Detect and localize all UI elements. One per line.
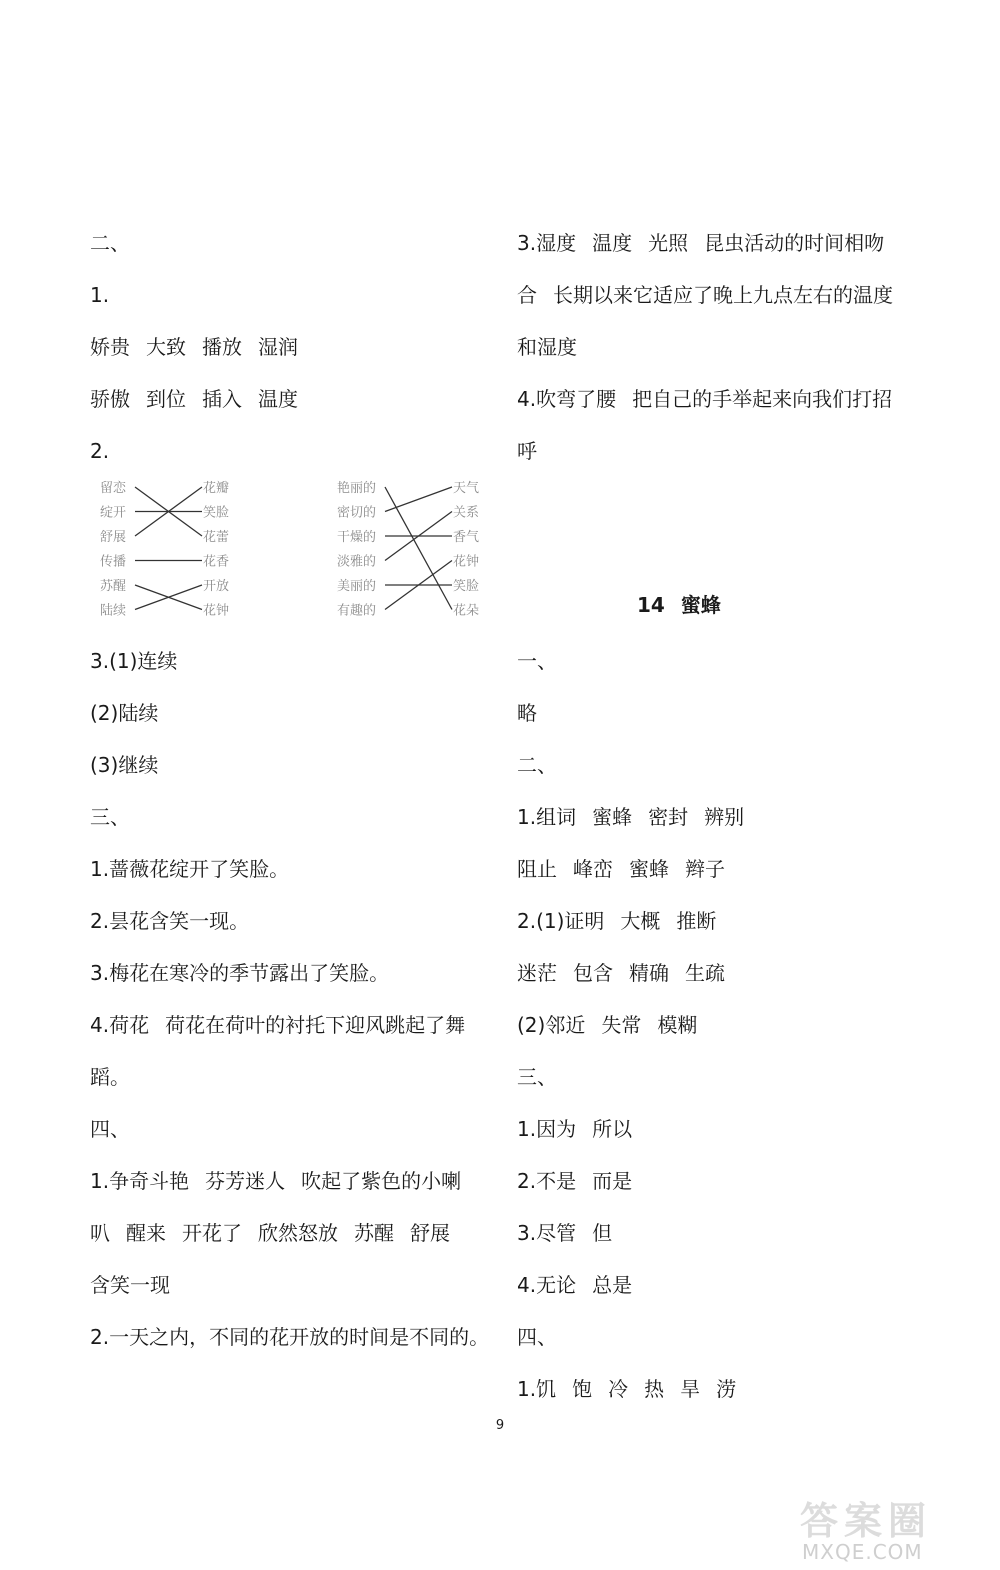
text-segment: 14	[637, 593, 665, 617]
match-right-word: 开放	[203, 579, 230, 594]
text-segment: 而是	[592, 1169, 633, 1193]
text-segment: 四、	[90, 1117, 130, 1141]
text-segment: 蜜蜂	[629, 857, 669, 881]
text-segment: 3.尽管	[517, 1221, 577, 1245]
text-segment: (3)继续	[90, 753, 159, 777]
watermark-logo	[800, 1490, 990, 1568]
text-segment: 和湿度	[517, 335, 577, 359]
left-line	[90, 648, 177, 674]
text-segment: 2.(1)证明	[517, 909, 605, 933]
text-segment: 1.	[90, 283, 110, 307]
left-line	[90, 1116, 130, 1142]
text-segment: 热	[644, 1377, 665, 1401]
left-line	[90, 334, 298, 360]
text-segment: 蹈。	[90, 1065, 130, 1089]
text-segment: 4.吹弯了腰	[517, 387, 617, 411]
text-segment: 失常	[601, 1013, 642, 1037]
left-line	[90, 908, 249, 934]
text-segment: 2.不是	[517, 1169, 577, 1193]
right-line	[517, 804, 744, 830]
text-segment: 涝	[716, 1377, 737, 1401]
right-line	[517, 856, 725, 882]
match-left-word: 绽开	[100, 505, 127, 521]
text-segment: 把自己的手举起来向我们打招	[632, 387, 893, 411]
text-segment: 生疏	[685, 961, 725, 985]
text-segment: 3.梅花在寒冷的季节露出了笑脸。	[90, 961, 390, 985]
left-line	[90, 752, 158, 778]
right-line	[517, 1064, 557, 1090]
text-segment: 开花了	[182, 1221, 242, 1245]
text-segment: 冷	[608, 1377, 629, 1401]
left-line	[90, 1168, 461, 1194]
page-number: 9	[495, 1418, 505, 1433]
text-segment: 舒展	[410, 1221, 450, 1245]
left-line	[90, 1012, 465, 1038]
text-segment: 三、	[517, 1065, 557, 1089]
right-line	[637, 592, 721, 618]
match-left-word: 有趣的	[337, 603, 377, 619]
text-segment: 3.湿度	[517, 231, 577, 255]
match-left-word: 密切的	[337, 505, 377, 521]
text-segment: 荷花在荷叶的衬托下迎风跳起了舞	[165, 1013, 466, 1037]
match-right-word: 香气	[453, 530, 480, 545]
match-right-word: 花瓣	[203, 481, 230, 496]
match-right-word: 花朵	[453, 603, 480, 619]
text-segment: 呼	[517, 439, 537, 463]
text-segment: 2.	[90, 439, 110, 463]
text-segment: 1.蔷薇花绽开了笑脸。	[90, 857, 290, 881]
text-segment: 合	[517, 283, 537, 307]
text-segment: 播放	[202, 335, 242, 359]
right-line	[517, 1324, 557, 1350]
match-right-word: 花香	[203, 554, 230, 570]
text-segment: 插入	[202, 387, 242, 411]
match-left-word: 干燥的	[337, 530, 377, 545]
text-segment: 1.争奇斗艳	[90, 1169, 190, 1193]
text-segment: 3.(1)连续	[90, 649, 178, 673]
text-segment: 1.因为	[517, 1117, 577, 1141]
text-segment: 阻止	[517, 857, 557, 881]
text-segment: 蜜蜂	[592, 805, 633, 829]
right-line	[517, 752, 557, 778]
right-line	[517, 1272, 632, 1298]
text-segment: 4.无论	[517, 1273, 577, 1297]
right-line	[517, 700, 537, 726]
match-left-word: 艳丽的	[337, 481, 377, 496]
matching-exercise-figure	[95, 470, 495, 625]
right-line	[517, 230, 884, 256]
left-line	[90, 1272, 170, 1298]
text-segment: 峰峦	[573, 857, 613, 881]
left-line	[90, 700, 158, 726]
match-right-word: 关系	[453, 505, 480, 521]
text-segment: 所以	[592, 1117, 633, 1141]
text-segment: 模糊	[657, 1013, 698, 1037]
right-line	[517, 960, 725, 986]
match-right-word: 花蕾	[203, 530, 230, 545]
left-line	[90, 804, 130, 830]
text-segment: (2)邻近	[517, 1013, 586, 1037]
text-segment: 苏醒	[354, 1221, 394, 1245]
text-segment: 娇贵	[90, 335, 130, 359]
text-segment: 4.荷花	[90, 1013, 150, 1037]
left-line	[90, 386, 298, 412]
text-segment: 总是	[592, 1273, 633, 1297]
text-segment: 叭	[90, 1221, 110, 1245]
text-segment: 大概	[620, 909, 661, 933]
text-segment: 辨别	[704, 805, 745, 829]
match-left-word: 陆续	[100, 603, 127, 619]
text-segment: 欣然怒放	[258, 1221, 338, 1245]
left-line	[90, 1220, 450, 1246]
text-segment: 芬芳迷人	[205, 1169, 286, 1193]
text-segment: 辫子	[685, 857, 725, 881]
text-segment: 三、	[90, 805, 130, 829]
text-segment: 1.组词	[517, 805, 577, 829]
text-segment: 2.昙花含笑一现。	[90, 909, 250, 933]
text-segment: 二、	[517, 753, 557, 777]
match-left-word: 美丽的	[337, 579, 377, 594]
text-segment: 吹起了紫色的小喇	[301, 1169, 462, 1193]
text-segment: 醒来	[126, 1221, 166, 1245]
right-line	[517, 1220, 612, 1246]
text-segment: 温度	[258, 387, 298, 411]
match-right-word: 笑脸	[203, 505, 230, 521]
match-right-word: 天气	[453, 481, 480, 496]
watermark-domain: MXQE.COM	[802, 1540, 923, 1564]
left-line	[90, 438, 109, 464]
match-connector-line	[385, 487, 452, 512]
text-segment: 含笑一现	[90, 1273, 170, 1297]
match-left-word: 淡雅的	[337, 554, 377, 570]
text-segment: 光照	[648, 231, 689, 255]
text-segment: 温度	[592, 231, 633, 255]
text-segment: 骄傲	[90, 387, 130, 411]
right-line	[517, 1012, 697, 1038]
text-segment: 密封	[648, 805, 689, 829]
text-segment: 一、	[517, 649, 557, 673]
left-line	[90, 282, 109, 308]
match-right-word: 花钟	[453, 554, 480, 570]
text-segment: 包含	[573, 961, 613, 985]
text-segment: 昆虫活动的时间相吻	[704, 231, 885, 255]
right-line	[517, 1168, 632, 1194]
right-line	[517, 334, 577, 360]
right-line	[517, 1376, 736, 1402]
left-line	[90, 856, 289, 882]
match-left-word: 传播	[100, 554, 127, 570]
match-left-word: 苏醒	[100, 579, 127, 594]
text-segment: 2.一天之内，不同的花开放的时间是不同的。	[90, 1325, 490, 1349]
text-segment: 蜜蜂	[680, 593, 721, 617]
text-segment: 1.饥	[517, 1377, 557, 1401]
watermark-brand: 答案圈	[800, 1499, 933, 1543]
match-left-word: 舒展	[100, 530, 127, 545]
left-line	[90, 960, 389, 986]
right-line	[517, 1116, 632, 1142]
text-segment: 推断	[676, 909, 717, 933]
text-segment: (2)陆续	[90, 701, 159, 725]
left-line	[90, 230, 130, 256]
text-segment: 长期以来它适应了晚上九点左右的温度	[553, 283, 893, 307]
text-segment: 二、	[90, 231, 130, 255]
left-line	[90, 1064, 130, 1090]
right-line	[517, 282, 893, 308]
text-segment: 旱	[680, 1377, 701, 1401]
right-line	[517, 648, 557, 674]
text-segment: 但	[592, 1221, 613, 1245]
text-segment: 略	[517, 701, 537, 725]
match-right-word: 花钟	[203, 603, 230, 619]
match-right-word: 笑脸	[453, 579, 480, 594]
left-line	[90, 1324, 489, 1350]
text-segment: 饱	[572, 1377, 593, 1401]
text-segment: 大致	[146, 335, 186, 359]
right-line	[517, 438, 537, 464]
text-segment: 湿润	[258, 335, 298, 359]
text-segment: 到位	[146, 387, 186, 411]
right-line	[517, 908, 716, 934]
match-left-word: 留恋	[100, 481, 127, 496]
text-segment: 精确	[629, 961, 669, 985]
right-line	[517, 386, 892, 412]
match-connector-line	[385, 487, 452, 610]
text-segment: 四、	[517, 1325, 557, 1349]
text-segment: 迷茫	[517, 961, 557, 985]
